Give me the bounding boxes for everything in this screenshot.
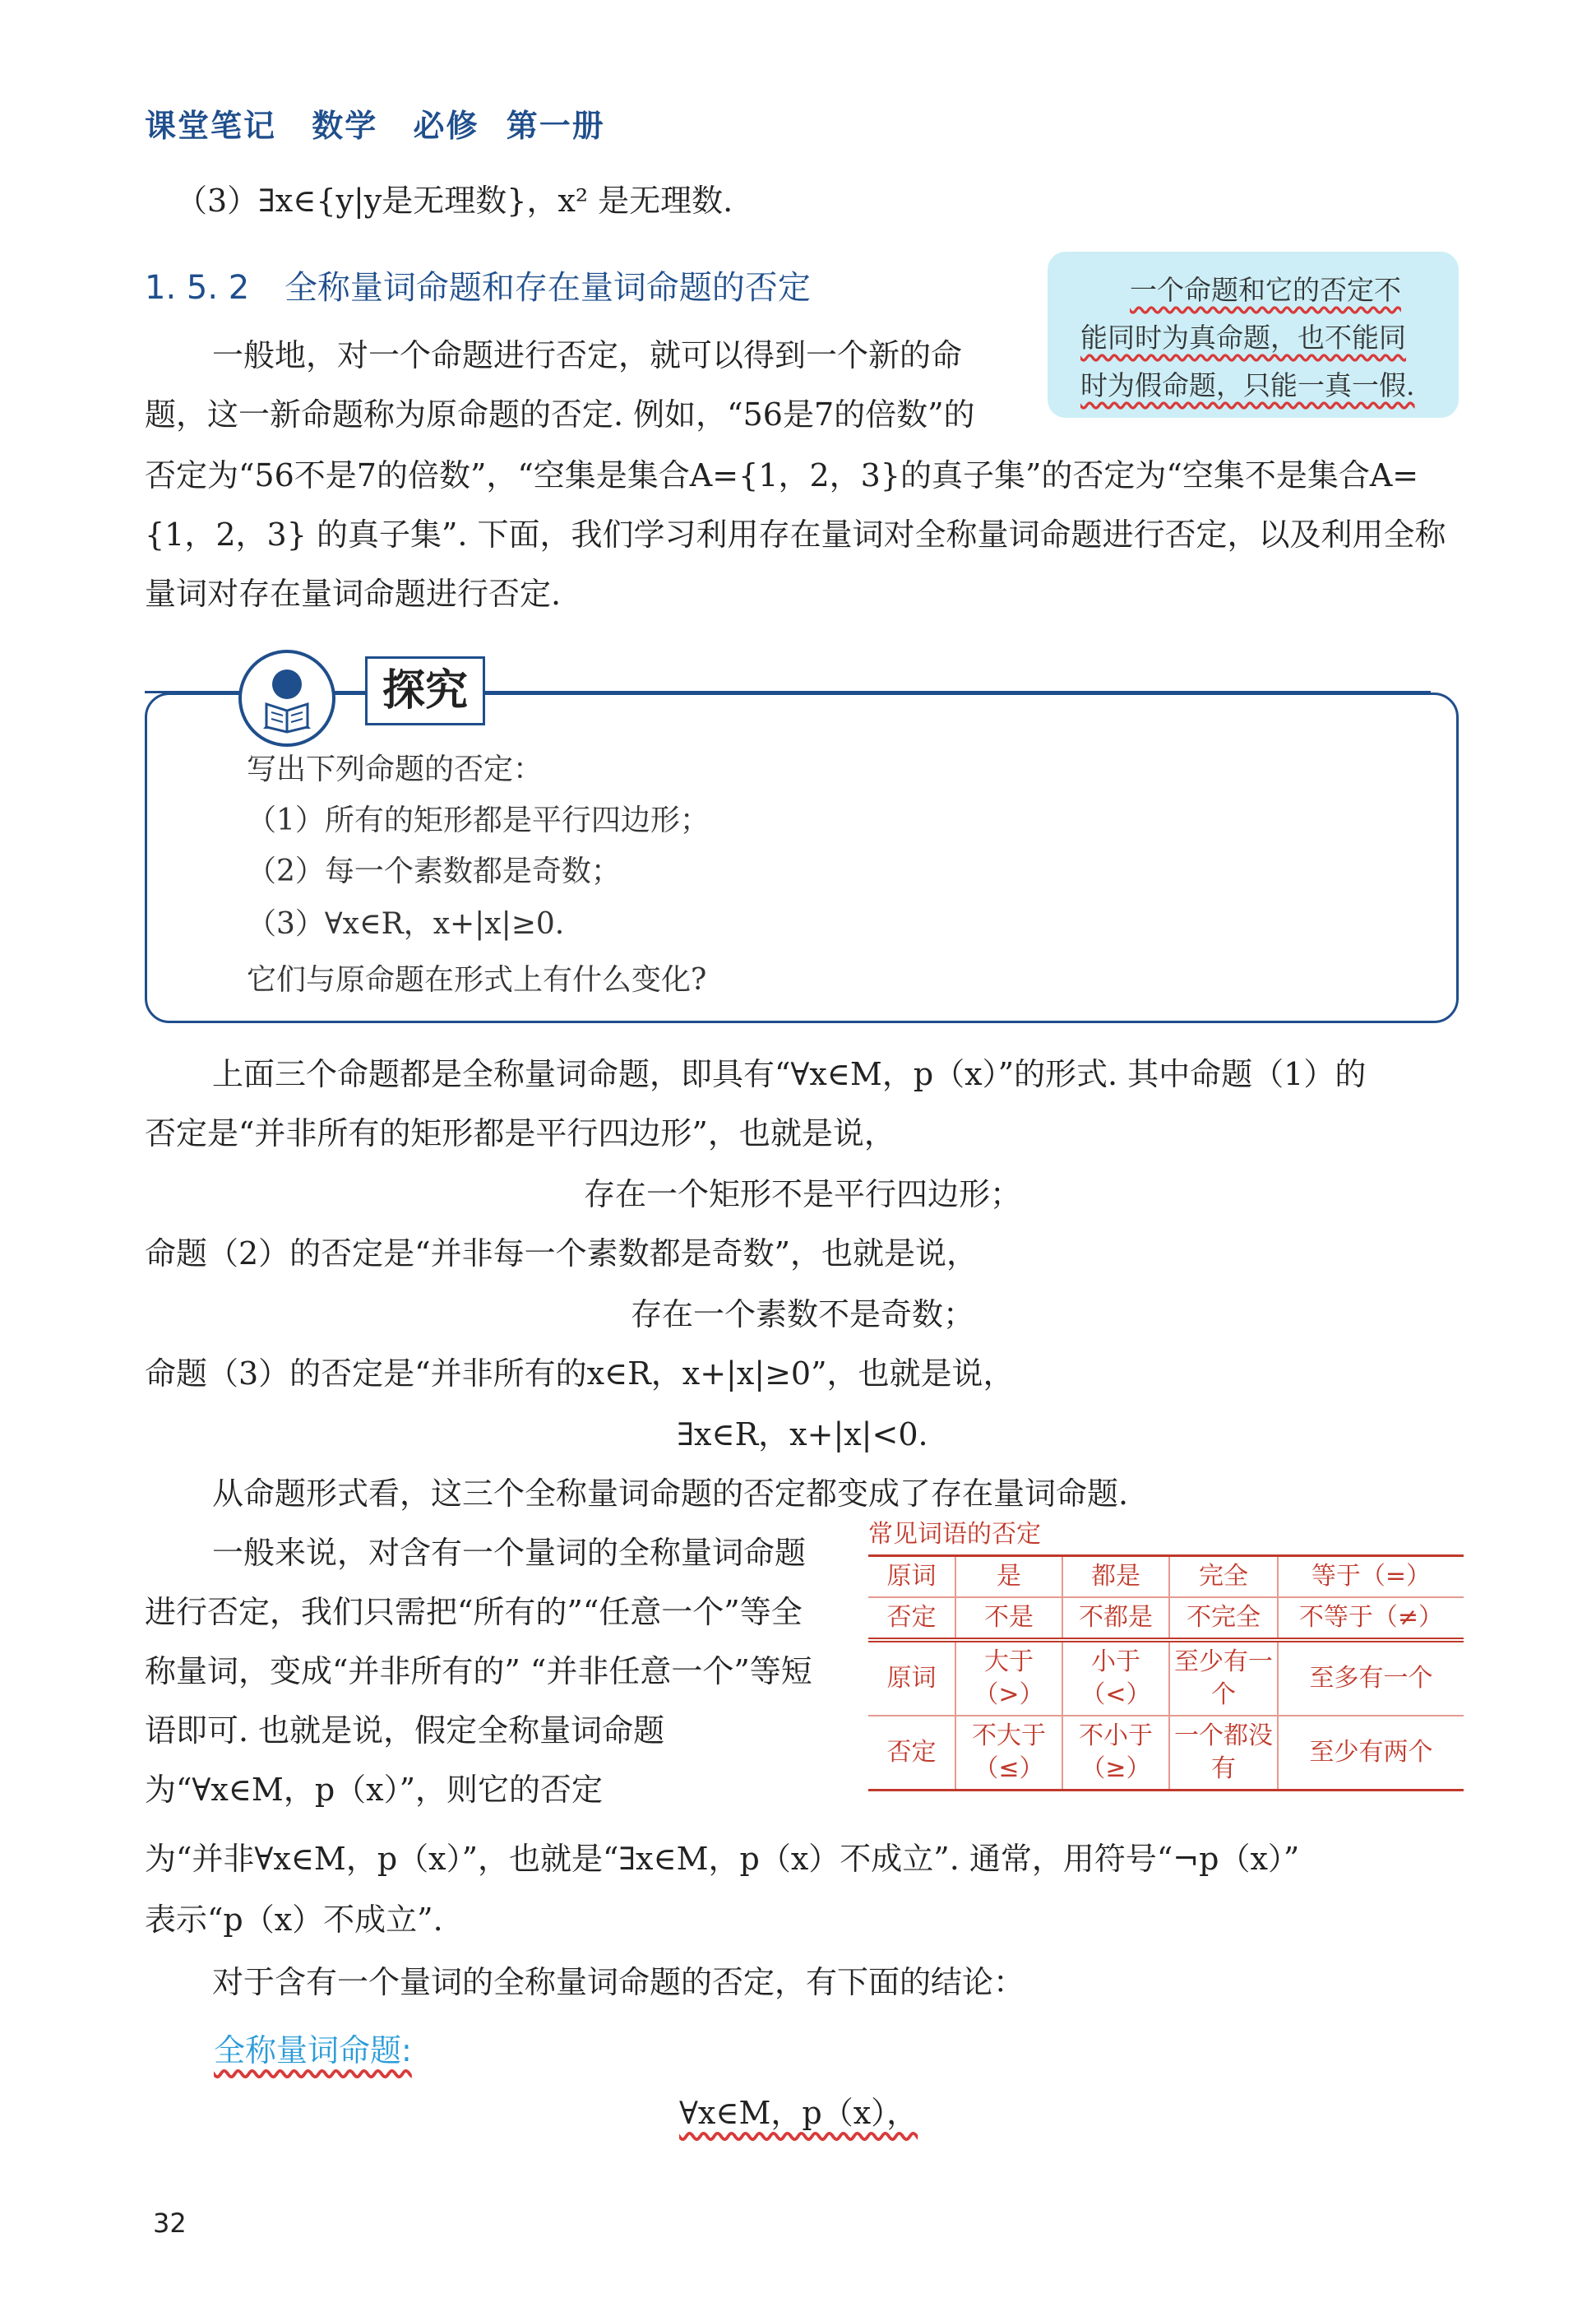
general-line-full-1: 为“并非∀x∈M，p（x）”，也就是“∃x∈M，p（x）不成立”. 通常，用符号“¬p（x）” <box>145 1841 1300 1877</box>
header-level: 必修 <box>413 108 479 144</box>
running-header <box>145 100 628 146</box>
header-volume: 第一册 <box>506 108 605 144</box>
table-cell: 否定 <box>868 1716 955 1791</box>
analysis-line-1: 上面三个命题都是全称量词命题，即具有“∀x∈M，p（x）”的形式. 其中命题（1）的 <box>212 1056 1367 1092</box>
table-cell: 不都是 <box>1062 1597 1169 1640</box>
previous-item: （3）∃x∈{y|y是无理数}，x² 是无理数. <box>176 183 733 219</box>
table-cell: 等于（=） <box>1278 1556 1464 1598</box>
conclusion-label: 全称量词命题: <box>214 2032 412 2069</box>
inquiry-title: 探究 <box>365 656 485 725</box>
table-cell: 都是 <box>1062 1556 1169 1598</box>
section-heading <box>145 262 811 308</box>
conclusion-1: 存在一个矩形不是平行四边形； <box>583 1176 1021 1212</box>
table-cell: 原词 <box>868 1556 955 1598</box>
table-cell: 原词 <box>868 1640 955 1716</box>
inquiry-question: 它们与原命题在形式上有什么变化? <box>247 963 707 997</box>
page-number: 32 <box>153 2207 187 2239</box>
analysis-line-5: 从命题形式看，这三个全称量词命题的否定都变成了存在量词命题. <box>212 1476 1129 1512</box>
word-negation-table <box>868 1518 1464 1791</box>
note-line-3: 时为假命题，只能一真一假. <box>1080 369 1415 401</box>
conclusion-intro: 对于含有一个量词的全称量词命题的否定，有下面的结论： <box>212 1964 1025 2000</box>
table-cell: 是 <box>955 1556 1062 1598</box>
analysis-line-4: 命题（3）的否定是“并非所有的x∈R，x+|x|≥0”，也就是说， <box>145 1355 1015 1392</box>
table-cell: 大于（>） <box>955 1640 1062 1716</box>
conclusion-2: 存在一个素数不是奇数； <box>630 1296 974 1332</box>
table-cell: 不小于（≥） <box>1062 1716 1169 1791</box>
conclusion-3: ∃x∈R，x+|x|<0. <box>677 1416 928 1452</box>
note-line-2: 能同时为真命题，也不能同 <box>1080 322 1406 354</box>
side-note <box>1048 252 1459 418</box>
table-cell: 一个都没有 <box>1169 1716 1278 1791</box>
intro-paragraph: 否定为“56不是7的倍数”，“空集是集合A={1，2，3}的真子集”的否定为“空集不是集合A={1，2，3} 的真子集”. 下面，我们学习利用存在量词对全称量词命题进行否定，以及利用全称量词对存在量词命题进行否定. <box>145 457 1446 612</box>
general-paragraph: 一般来说，对含有一个量词的全称量词命题进行否定，我们只需把“所有的”“任意一个”等全称量词，变成“并非所有的” “并非任意一个”等短语即可. 也就是说，假定全称量词命题为“∀x∈M，p（x）”，则它的否定 <box>145 1535 812 1808</box>
table-cell: 小于（<） <box>1062 1640 1169 1716</box>
table-cell: 否定 <box>868 1597 955 1640</box>
intro-line-2: 题，这一新命题称为原命题的否定. 例如，“56是7的倍数”的 <box>145 396 975 433</box>
table-cell: 完全 <box>1169 1556 1278 1598</box>
inquiry-item-1: （1）所有的矩形都是平行四边形； <box>247 804 710 837</box>
inquiry-item-2: （2）每一个素数都是奇数； <box>247 855 621 888</box>
header-book: 课堂笔记 <box>145 108 277 144</box>
general-line-full-2: 表示“p（x）不成立”. <box>145 1902 443 1938</box>
inquiry-connector <box>332 691 367 693</box>
header-subject: 数学 <box>312 108 378 144</box>
universal-formula: ∀x∈M，p（x）， <box>679 2095 918 2131</box>
table-cell: 不是 <box>955 1597 1062 1640</box>
analysis-line-2: 否定是“并非所有的矩形都是平行四边形”，也就是说， <box>145 1115 895 1151</box>
inquiry-item-3: （3）∀x∈R，x+|x|≥0. <box>247 907 565 941</box>
intro-line-1: 一般地，对一个命题进行否定，就可以得到一个新的命 <box>212 337 963 373</box>
section-number: 1. 5. 2 <box>145 269 250 307</box>
table-cell: 不大于（≤） <box>955 1716 1062 1791</box>
reading-person-icon <box>238 650 335 747</box>
analysis-line-3: 命题（2）的否定是“并非每一个素数都是奇数”，也就是说， <box>145 1235 978 1272</box>
table-cell: 不完全 <box>1169 1597 1278 1640</box>
inquiry-prompt: 写出下列命题的否定： <box>247 753 544 786</box>
table-cell: 不等于（≠） <box>1278 1597 1464 1640</box>
table-cell: 至少有两个 <box>1278 1716 1464 1791</box>
table-cell: 至少有一个 <box>1169 1640 1278 1716</box>
table-caption: 常见词语的否定 <box>868 1520 1041 1549</box>
table-cell: 至多有一个 <box>1278 1640 1464 1716</box>
section-title: 全称量词命题和存在量词命题的否定 <box>284 269 811 307</box>
note-line-1: 一个命题和它的否定不 <box>1130 274 1401 306</box>
